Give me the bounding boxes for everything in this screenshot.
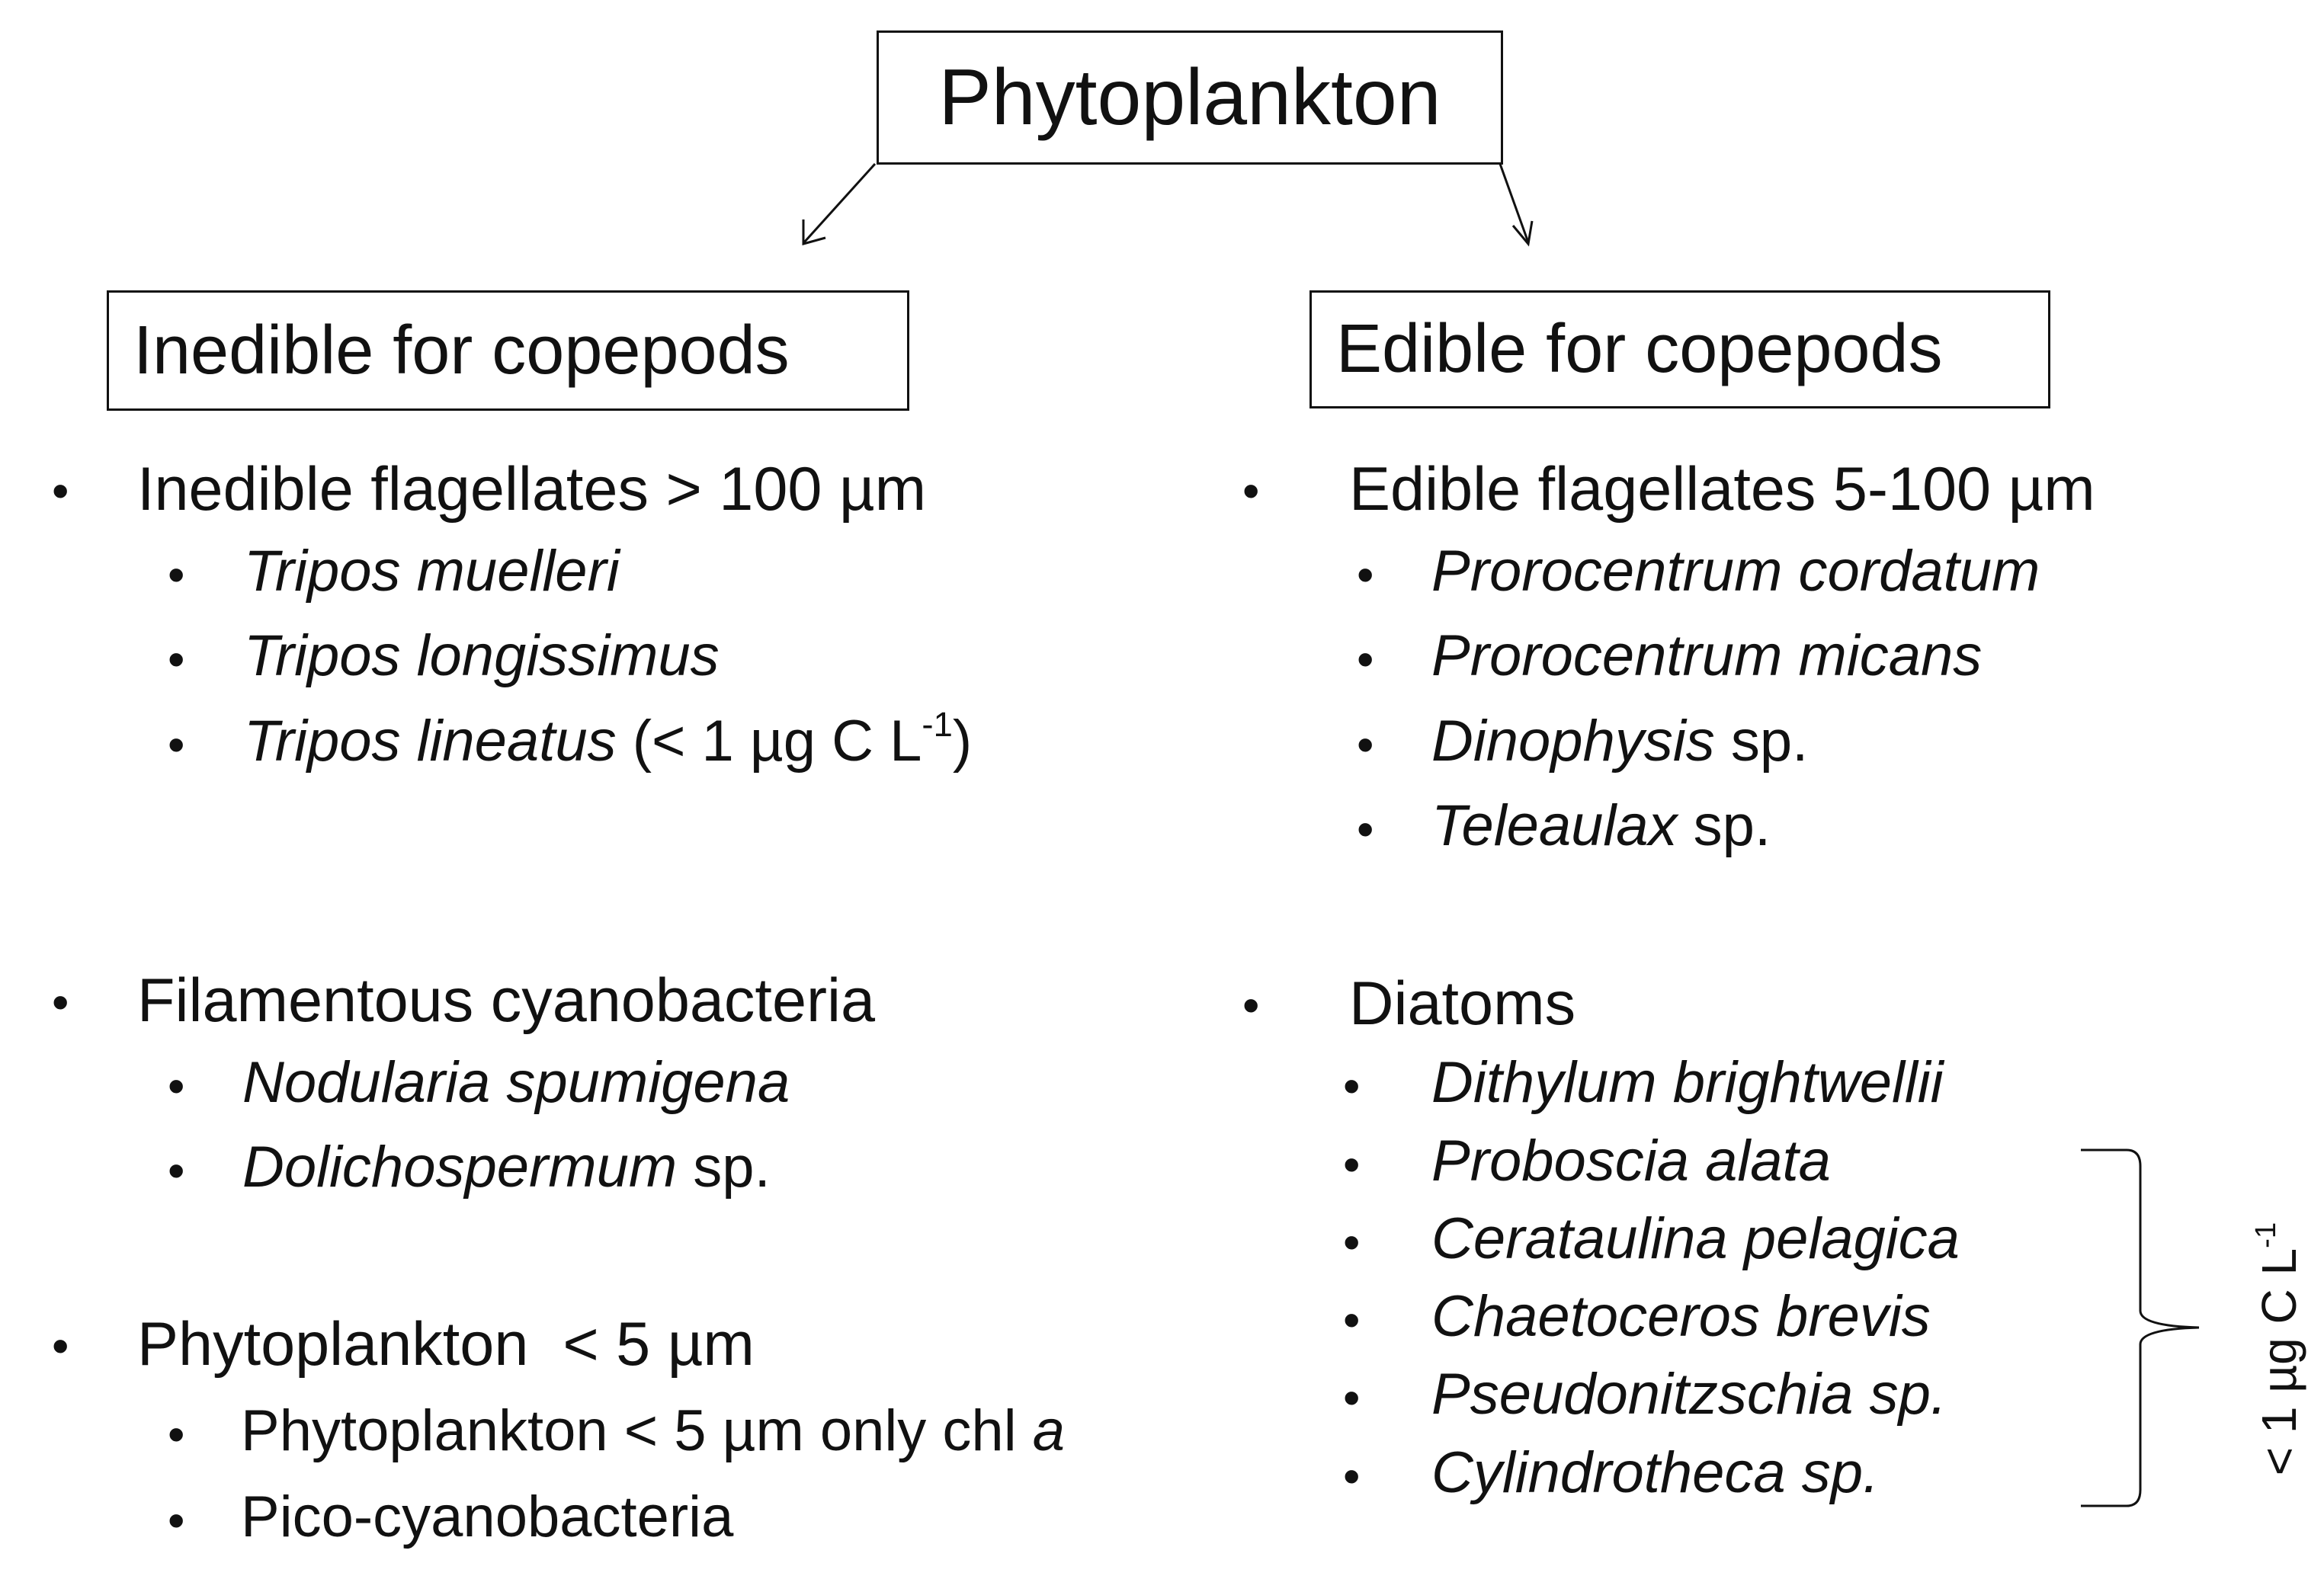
list-item [168, 1135, 771, 1200]
bullet-icon: • [52, 975, 69, 1030]
bullet-icon: • [1357, 717, 1374, 772]
item-text: Pico-cyanobacteria [241, 1485, 734, 1549]
list-item [1357, 539, 2040, 604]
root-node-label: Phytoplankton [938, 53, 1441, 142]
item-text-italic: a [1032, 1398, 1065, 1463]
bullet-icon: • [168, 717, 185, 772]
species-name: Chaetoceros brevis [1431, 1284, 1931, 1349]
category-title-inedible: Inedible for copepods [133, 312, 790, 389]
list-item [1357, 709, 1809, 774]
bullet-icon: • [1357, 547, 1374, 602]
list-item [168, 1050, 790, 1115]
species-suffix: sp. [1677, 793, 1771, 858]
list-item [168, 1485, 734, 1549]
list-item [1343, 1129, 1831, 1193]
arrow-right-head [1513, 221, 1532, 244]
bullet-icon: • [168, 1407, 185, 1462]
bullet-icon: • [1343, 1292, 1361, 1347]
bullet-icon: • [1357, 802, 1374, 857]
category-title-edible: Edible for copepods [1336, 311, 1943, 387]
group-heading-label: Phytoplankton < 5 µm [137, 1310, 755, 1379]
species-name: Prorocentrum micans [1431, 623, 1983, 688]
bullet-icon: • [1357, 632, 1374, 687]
species-suffix: sp. [677, 1135, 771, 1200]
list-item [168, 623, 720, 688]
species-suffix: sp. [1714, 709, 1809, 774]
list-item [168, 539, 620, 604]
bullet-icon: • [168, 632, 185, 687]
group-heading [52, 1310, 755, 1379]
bullet-icon: • [168, 1493, 185, 1548]
list-item [1343, 1284, 1931, 1349]
group-heading [52, 966, 876, 1035]
bullet-icon: • [52, 463, 69, 518]
species-name: Cerataulina pelagica [1431, 1206, 1960, 1271]
category-box-edible [1309, 290, 2050, 408]
species-note: (< 1 µg C L [616, 709, 922, 774]
list-item [1357, 623, 1983, 688]
list-item [168, 1398, 1065, 1463]
group-heading-label: Filamentous cyanobacteria [137, 966, 876, 1035]
bracket-label-exponent: -1 [2249, 1222, 2283, 1248]
list-item [1343, 1206, 1960, 1271]
species-name: Cylindrotheca sp. [1431, 1440, 1880, 1505]
species-name: Prorocentrum cordatum [1431, 539, 2040, 604]
species-name: Tripos muelleri [244, 539, 620, 604]
list-item [1357, 793, 1771, 858]
group-heading-label: Diatoms [1349, 969, 1576, 1038]
group-heading [52, 455, 927, 524]
species-name: Tripos lineatus [244, 709, 617, 774]
species-name: Dinophysis [1431, 709, 1715, 774]
bracket-label-text: < 1 µg C L [2252, 1248, 2306, 1476]
species-name: Proboscia alata [1431, 1129, 1831, 1193]
arrow-left-line [804, 164, 875, 242]
bullet-icon: • [168, 547, 185, 602]
bullet-icon: • [1343, 1137, 1361, 1192]
species-name: Tripos longissimus [244, 623, 720, 688]
category-box-inedible [107, 290, 909, 411]
bullet-icon: • [168, 1143, 185, 1198]
group-heading [1242, 969, 1576, 1038]
bullet-icon: • [1343, 1215, 1361, 1270]
species-note-close: ) [952, 709, 973, 774]
list-item [1343, 1050, 1944, 1115]
species-name: Dolichospermum [242, 1135, 678, 1200]
list-item [1343, 1440, 1880, 1505]
list-item [1343, 1362, 1947, 1427]
group-heading [1242, 455, 2095, 524]
bullet-icon: • [1343, 1059, 1361, 1113]
arrow-right-line [1500, 164, 1528, 242]
species-name: Dithylum brightwellii [1431, 1050, 1944, 1115]
species-note-exponent: -1 [922, 705, 953, 745]
bullet-icon: • [1242, 978, 1260, 1033]
species-name: Nodularia spumigena [242, 1050, 790, 1115]
root-node-phytoplankton [877, 30, 1503, 165]
bullet-icon: • [1242, 463, 1260, 518]
group-heading-label: Edible flagellates 5-100 µm [1349, 455, 2095, 524]
species-name: Pseudonitzschia sp. [1431, 1362, 1947, 1427]
brace [2081, 1150, 2199, 1506]
species-name: Teleaulax [1431, 793, 1678, 858]
item-text: Phytoplankton < 5 µm only chl [241, 1398, 1033, 1463]
bullet-icon: • [168, 1059, 185, 1113]
bullet-icon: • [1343, 1370, 1361, 1425]
list-item [168, 705, 973, 774]
group-heading-label: Inedible flagellates > 100 µm [137, 455, 927, 524]
bracket-label [2251, 1222, 2307, 1476]
bullet-icon: • [1343, 1449, 1361, 1504]
arrow-left-head [803, 219, 825, 244]
bullet-icon: • [52, 1318, 69, 1373]
